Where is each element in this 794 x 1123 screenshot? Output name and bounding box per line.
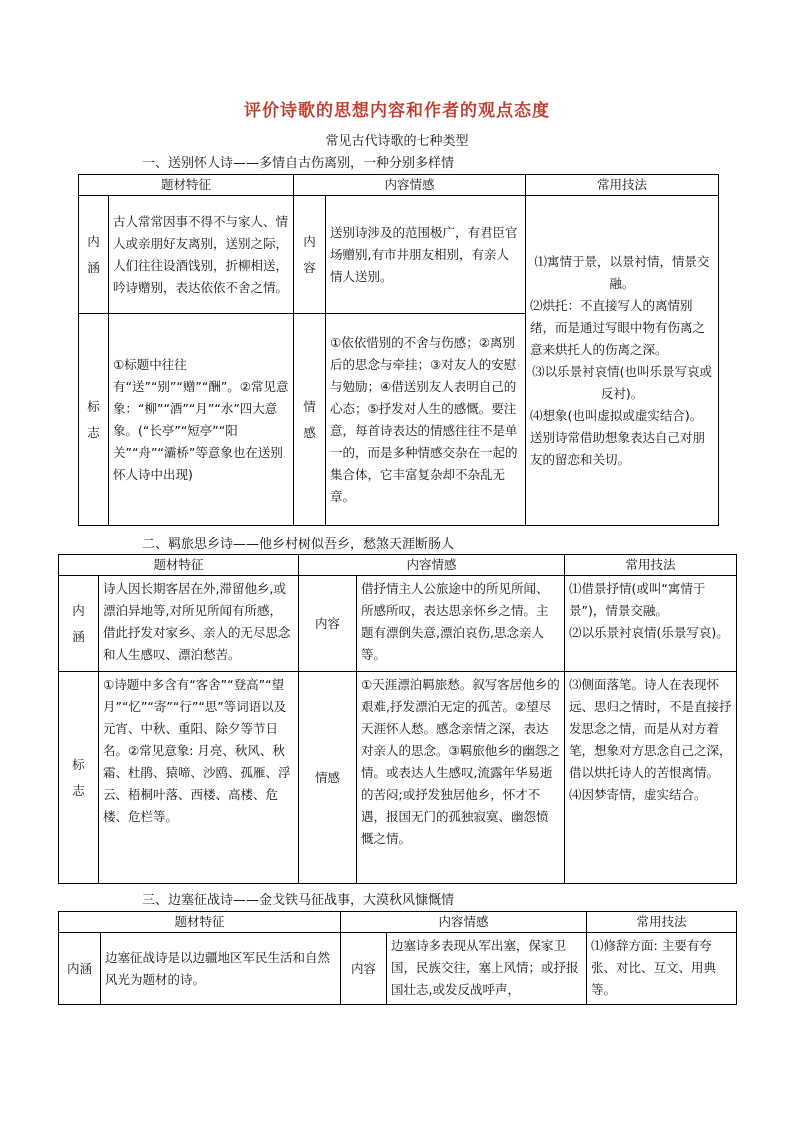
row-label: 情感 xyxy=(299,672,357,884)
row-label: 情 感 xyxy=(294,314,326,526)
page-title: 评价诗歌的思想内容和作者的观点态度 xyxy=(244,101,550,121)
header-cell: 题材特征 xyxy=(59,555,299,576)
table-3 xyxy=(58,911,737,1005)
cell-text: ①诗题中多含有“客舍”“登高”“望月”“忆”“寄”“行”“思”等词语以及元宵、中秋、重阳、除夕等节日名。②常见意象: 月亮、秋风、秋霜、杜鹃、猿啼、沙鸥、孤雁、浮云、梧桐叶落、西楼、高楼、危楼、危栏等。 xyxy=(99,672,299,884)
row-label: 标 志 xyxy=(59,672,99,884)
cell-text: ①依依惜别的不舍与伤感；②离别后的思念与牵挂；③对友人的安慰与勉励；④借送别友人表明自己的心态；⑤抒发对人生的感慨。要注意，每首诗表达的情感往往不是单一的，而是多种情感交杂在一起的集合体，它丰富复杂却不杂乱无章。 xyxy=(326,314,526,526)
table-row xyxy=(59,933,737,1005)
technique-cell: ⑴修辞方面: 主要有夸张、对比、互文、用典等。 xyxy=(587,933,737,1005)
table-2 xyxy=(58,554,737,884)
table-row xyxy=(59,672,737,884)
cell-text: 边塞诗多表现从军出塞，保家卫国，民族交往，塞上风情；或抒报国壮志,或发反战呼声， xyxy=(387,933,587,1005)
page-subtitle: 常见古代诗歌的七种类型 xyxy=(325,134,469,149)
table-header xyxy=(79,175,719,196)
header-cell: 内容情感 xyxy=(299,555,565,576)
table-1 xyxy=(78,174,719,526)
technique-cell: ⑴借景抒情(或叫“寓情于景”)，情景交融。 ⑵以乐景衬哀情(乐景写哀)。 xyxy=(565,576,737,672)
row-label: 内 容 xyxy=(294,196,326,314)
cell-text: 诗人因长期客居在外,滞留他乡,或漂泊异地等,对所见所闻有所感，借此抒发对家乡、亲人的无尽思念和人生感叹、漂泊愁苦。 xyxy=(99,576,299,672)
header-cell: 常用技法 xyxy=(526,175,719,196)
header-cell: 题材特征 xyxy=(79,175,294,196)
header-cell: 题材特征 xyxy=(59,912,341,933)
technique-cell: ⑶侧面落笔。诗人在表现怀远、思归之情时，不是直接抒发思念之情，而是从对方着笔，想象对方思念自己之深，借以烘托诗人的苦恨离情。 ⑷因梦寄情，虚实结合。 xyxy=(565,672,737,884)
section-heading-3: 三、边塞征战诗——金戈铁马征战事，大漠秋风慷慨情 xyxy=(142,893,455,908)
cell-text: 送别诗涉及的范围极广，有君臣官场赠别,有市井朋友相别，有亲人情人送别。 xyxy=(326,196,526,314)
technique-cell: ⑴寓情于景，以景衬情，情景交融。 ⑵烘托：不直接写人的离情别绪，而是通过写眼中物有伤离之意来烘托人的伤离之深。 ⑶以乐景衬哀情(也叫乐景写哀或反衬)。 ⑷想象(也叫虚拟或虚实结合)。送别诗常借助想象表达自己对朋友的留恋和关切。 xyxy=(526,196,719,526)
cell-text: ①标题中往往有“送”“别”“赠”“酬”。②常见意象：“柳”“酒”“月”“水”四大意象。(“长亭”“短亭”“阳关”“舟”“灞桥”等意象也在送别怀人诗中出现) xyxy=(109,314,294,526)
row-label: 内容 xyxy=(341,933,387,1005)
cell-text: 借抒情主人公旅途中的所见所闻、所感所叹，表达思亲怀乡之情。主题有漂倒失意,漂泊哀伤,思念亲人等。 xyxy=(357,576,565,672)
row-label: 内容 xyxy=(299,576,357,672)
cell-text: ①天涯漂泊羁旅愁。叙写客居他乡的艰难,抒发漂泊无定的孤苦。②望尽天涯怀人愁。感念亲情之深，表达对亲人的思念。③羁旅他乡的幽怨之情。或表达人生感叹,流露年华易逝的苦闷;或抒发独居他乡，怀才不遇，报国无门的孤独寂寞、幽怨愤慨之情。 xyxy=(357,672,565,884)
row-label: 标 志 xyxy=(79,314,109,526)
cell-text: 边塞征战诗是以边疆地区军民生活和自然风光为题材的诗。 xyxy=(101,933,341,1005)
cell-text: 古人常常因事不得不与家人、情人或亲朋好友离别，送别之际，人们往往设酒饯别，折柳相送，吟诗赠别，表达依依不舍之情。 xyxy=(109,196,294,314)
row-label: 内 涵 xyxy=(59,576,99,672)
header-cell: 内容情感 xyxy=(294,175,526,196)
row-label: 内涵 xyxy=(59,933,101,1005)
table-header xyxy=(59,912,737,933)
table-row xyxy=(79,196,719,314)
row-label: 内 涵 xyxy=(79,196,109,314)
header-cell: 常用技法 xyxy=(587,912,737,933)
table-header xyxy=(59,555,737,576)
table-row xyxy=(59,576,737,672)
header-cell: 常用技法 xyxy=(565,555,737,576)
section-heading-1: 一、送别怀人诗——多情自古伤离别，一种分别多样情 xyxy=(142,156,455,171)
header-cell: 内容情感 xyxy=(341,912,587,933)
section-heading-2: 二、羁旅思乡诗——他乡村树似吾乡，愁煞天涯断肠人 xyxy=(142,537,455,552)
